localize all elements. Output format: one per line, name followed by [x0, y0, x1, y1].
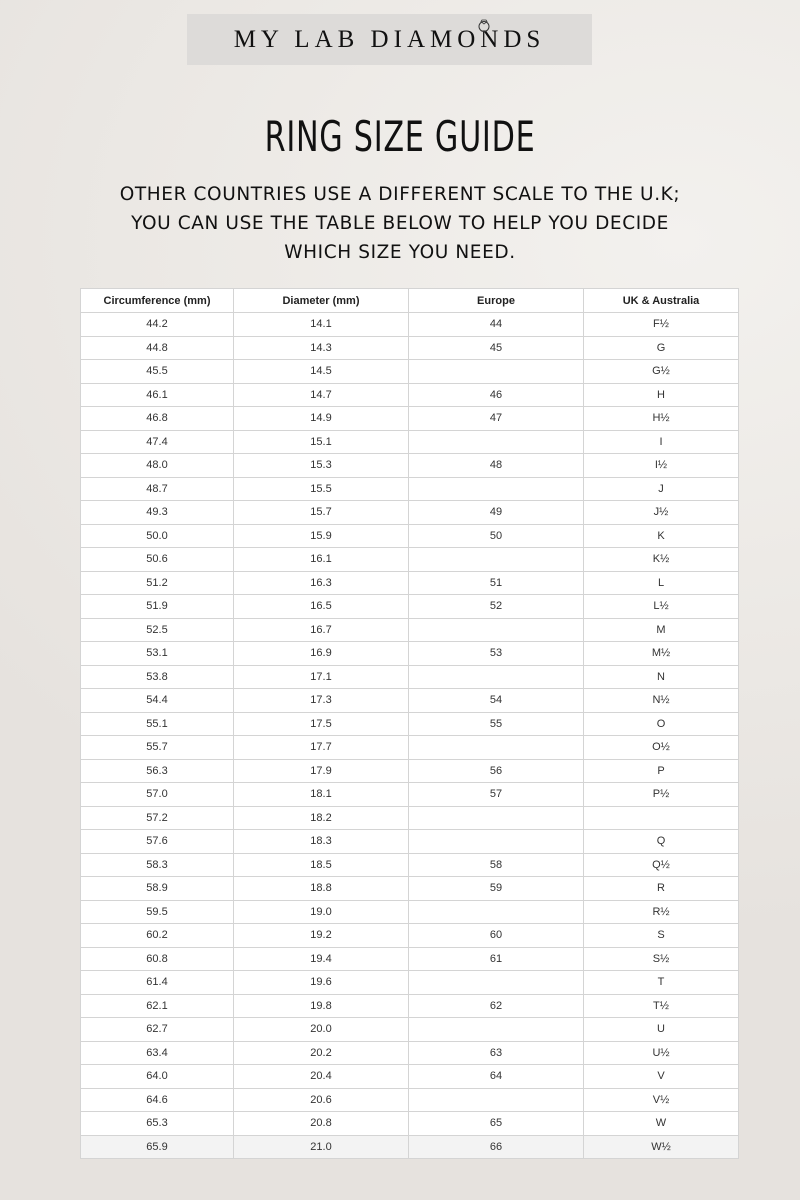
cell-uk-australia: M — [584, 618, 739, 642]
cell-circumference: 57.0 — [81, 783, 234, 807]
table-row — [81, 900, 739, 924]
cell-europe: 63 — [409, 1041, 584, 1065]
cell-uk-australia: H½ — [584, 407, 739, 431]
cell-europe — [409, 665, 584, 689]
cell-circumference: 49.3 — [81, 501, 234, 525]
cell-uk-australia: G — [584, 336, 739, 360]
cell-diameter: 14.9 — [234, 407, 409, 431]
cell-diameter: 16.5 — [234, 595, 409, 619]
cell-circumference: 55.1 — [81, 712, 234, 736]
table-row — [81, 548, 739, 572]
cell-europe: 66 — [409, 1135, 584, 1159]
cell-circumference: 61.4 — [81, 971, 234, 995]
cell-diameter: 19.0 — [234, 900, 409, 924]
table-row — [81, 1112, 739, 1136]
cell-uk-australia: V — [584, 1065, 739, 1089]
cell-diameter: 17.5 — [234, 712, 409, 736]
cell-circumference: 50.6 — [81, 548, 234, 572]
cell-diameter: 18.1 — [234, 783, 409, 807]
table-header-row — [81, 289, 739, 313]
cell-uk-australia: K — [584, 524, 739, 548]
cell-diameter: 16.9 — [234, 642, 409, 666]
cell-europe — [409, 1018, 584, 1042]
table-row — [81, 313, 739, 337]
table-row — [81, 1065, 739, 1089]
cell-circumference: 63.4 — [81, 1041, 234, 1065]
cell-europe: 64 — [409, 1065, 584, 1089]
cell-diameter: 17.1 — [234, 665, 409, 689]
page-subtitle: OTHER COUNTRIES USE A DIFFERENT SCALE TO THE U.K; YOU CAN USE THE TABLE BELOW TO HELP YOU DECIDE WHICH SIZE YOU NEED. — [119, 184, 681, 263]
table-row — [81, 689, 739, 713]
header-diameter: Diameter (mm) — [234, 289, 409, 313]
cell-europe — [409, 360, 584, 384]
table-row — [81, 477, 739, 501]
cell-circumference: 52.5 — [81, 618, 234, 642]
cell-circumference: 48.7 — [81, 477, 234, 501]
cell-diameter: 16.7 — [234, 618, 409, 642]
cell-uk-australia: R — [584, 877, 739, 901]
table-row — [81, 336, 739, 360]
cell-circumference: 64.6 — [81, 1088, 234, 1112]
cell-europe — [409, 971, 584, 995]
cell-diameter: 17.7 — [234, 736, 409, 760]
ring-size-table-container — [80, 288, 738, 1158]
cell-circumference: 54.4 — [81, 689, 234, 713]
cell-uk-australia: T½ — [584, 994, 739, 1018]
cell-diameter: 15.1 — [234, 430, 409, 454]
cell-uk-australia: U½ — [584, 1041, 739, 1065]
cell-circumference: 58.3 — [81, 853, 234, 877]
brand-name: MY LAB DIAMONDS — [233, 25, 546, 53]
cell-uk-australia: G½ — [584, 360, 739, 384]
cell-uk-australia: P½ — [584, 783, 739, 807]
cell-circumference: 65.9 — [81, 1135, 234, 1159]
cell-diameter: 14.7 — [234, 383, 409, 407]
table-row — [81, 924, 739, 948]
cell-diameter: 18.8 — [234, 877, 409, 901]
cell-uk-australia: H — [584, 383, 739, 407]
cell-diameter: 20.0 — [234, 1018, 409, 1042]
table-row — [81, 665, 739, 689]
cell-uk-australia: J½ — [584, 501, 739, 525]
cell-circumference: 56.3 — [81, 759, 234, 783]
table-row — [81, 1135, 739, 1159]
cell-uk-australia: N½ — [584, 689, 739, 713]
cell-circumference: 51.9 — [81, 595, 234, 619]
table-row — [81, 524, 739, 548]
cell-uk-australia: Q — [584, 830, 739, 854]
table-row — [81, 712, 739, 736]
cell-diameter: 15.5 — [234, 477, 409, 501]
cell-circumference: 57.2 — [81, 806, 234, 830]
cell-diameter: 19.8 — [234, 994, 409, 1018]
cell-uk-australia: F½ — [584, 313, 739, 337]
cell-circumference: 45.5 — [81, 360, 234, 384]
cell-uk-australia: I½ — [584, 454, 739, 478]
ring-size-table — [80, 288, 739, 1159]
cell-europe: 65 — [409, 1112, 584, 1136]
cell-europe: 54 — [409, 689, 584, 713]
cell-circumference: 64.0 — [81, 1065, 234, 1089]
cell-uk-australia: L — [584, 571, 739, 595]
cell-uk-australia: M½ — [584, 642, 739, 666]
cell-circumference: 48.0 — [81, 454, 234, 478]
table-row — [81, 1018, 739, 1042]
cell-diameter: 19.6 — [234, 971, 409, 995]
cell-diameter: 19.4 — [234, 947, 409, 971]
table-row — [81, 571, 739, 595]
cell-circumference: 44.8 — [81, 336, 234, 360]
cell-europe — [409, 736, 584, 760]
cell-diameter: 20.4 — [234, 1065, 409, 1089]
table-row — [81, 877, 739, 901]
cell-uk-australia: W½ — [584, 1135, 739, 1159]
cell-europe: 44 — [409, 313, 584, 337]
cell-circumference: 47.4 — [81, 430, 234, 454]
cell-circumference: 60.2 — [81, 924, 234, 948]
header-uk-australia: UK & Australia — [584, 289, 739, 313]
cell-circumference: 50.0 — [81, 524, 234, 548]
table-row — [81, 360, 739, 384]
cell-diameter: 14.1 — [234, 313, 409, 337]
cell-uk-australia: P — [584, 759, 739, 783]
cell-circumference: 60.8 — [81, 947, 234, 971]
cell-europe — [409, 477, 584, 501]
table-row — [81, 501, 739, 525]
cell-europe: 61 — [409, 947, 584, 971]
table-row — [81, 454, 739, 478]
cell-diameter: 18.5 — [234, 853, 409, 877]
table-row — [81, 783, 739, 807]
table-row — [81, 830, 739, 854]
cell-europe: 60 — [409, 924, 584, 948]
cell-europe: 56 — [409, 759, 584, 783]
table-row — [81, 1088, 739, 1112]
cell-diameter: 17.9 — [234, 759, 409, 783]
diamond-ring-icon — [476, 17, 492, 33]
cell-europe: 55 — [409, 712, 584, 736]
cell-europe: 48 — [409, 454, 584, 478]
header-circumference: Circumference (mm) — [81, 289, 234, 313]
cell-diameter: 18.2 — [234, 806, 409, 830]
cell-europe: 51 — [409, 571, 584, 595]
cell-diameter: 17.3 — [234, 689, 409, 713]
cell-uk-australia: W — [584, 1112, 739, 1136]
table-row — [81, 595, 739, 619]
table-row — [81, 1041, 739, 1065]
cell-diameter: 14.5 — [234, 360, 409, 384]
cell-diameter: 16.1 — [234, 548, 409, 572]
cell-uk-australia: T — [584, 971, 739, 995]
cell-diameter: 15.7 — [234, 501, 409, 525]
cell-europe — [409, 1088, 584, 1112]
cell-europe — [409, 806, 584, 830]
cell-diameter: 20.8 — [234, 1112, 409, 1136]
cell-uk-australia: O — [584, 712, 739, 736]
table-row — [81, 736, 739, 760]
cell-diameter: 21.0 — [234, 1135, 409, 1159]
cell-diameter: 15.3 — [234, 454, 409, 478]
cell-uk-australia: N — [584, 665, 739, 689]
cell-circumference: 59.5 — [81, 900, 234, 924]
cell-europe: 53 — [409, 642, 584, 666]
cell-circumference: 65.3 — [81, 1112, 234, 1136]
cell-uk-australia: V½ — [584, 1088, 739, 1112]
cell-diameter: 16.3 — [234, 571, 409, 595]
table-row — [81, 806, 739, 830]
cell-uk-australia: J — [584, 477, 739, 501]
header-europe: Europe — [409, 289, 584, 313]
cell-circumference: 57.6 — [81, 830, 234, 854]
cell-uk-australia: U — [584, 1018, 739, 1042]
cell-circumference: 44.2 — [81, 313, 234, 337]
cell-circumference: 53.8 — [81, 665, 234, 689]
cell-uk-australia: I — [584, 430, 739, 454]
table-row — [81, 618, 739, 642]
cell-circumference: 46.1 — [81, 383, 234, 407]
table-row — [81, 407, 739, 431]
cell-europe: 59 — [409, 877, 584, 901]
cell-circumference: 62.7 — [81, 1018, 234, 1042]
cell-circumference: 58.9 — [81, 877, 234, 901]
cell-circumference: 51.2 — [81, 571, 234, 595]
cell-europe — [409, 548, 584, 572]
cell-europe — [409, 618, 584, 642]
cell-europe: 58 — [409, 853, 584, 877]
table-row — [81, 642, 739, 666]
cell-uk-australia: K½ — [584, 548, 739, 572]
table-row — [81, 759, 739, 783]
cell-diameter: 14.3 — [234, 336, 409, 360]
cell-europe: 50 — [409, 524, 584, 548]
cell-europe: 45 — [409, 336, 584, 360]
cell-circumference: 55.7 — [81, 736, 234, 760]
cell-uk-australia: O½ — [584, 736, 739, 760]
cell-europe: 49 — [409, 501, 584, 525]
cell-uk-australia: Q½ — [584, 853, 739, 877]
cell-europe: 47 — [409, 407, 584, 431]
cell-europe: 46 — [409, 383, 584, 407]
cell-uk-australia: S — [584, 924, 739, 948]
table-body — [81, 313, 739, 1159]
table-row — [81, 430, 739, 454]
table-row — [81, 947, 739, 971]
cell-diameter: 20.6 — [234, 1088, 409, 1112]
table-row — [81, 971, 739, 995]
cell-diameter: 20.2 — [234, 1041, 409, 1065]
table-row — [81, 994, 739, 1018]
cell-circumference: 53.1 — [81, 642, 234, 666]
cell-diameter: 19.2 — [234, 924, 409, 948]
cell-europe — [409, 900, 584, 924]
cell-diameter: 18.3 — [234, 830, 409, 854]
cell-europe — [409, 830, 584, 854]
cell-uk-australia: R½ — [584, 900, 739, 924]
cell-europe: 57 — [409, 783, 584, 807]
table-row — [81, 383, 739, 407]
cell-uk-australia: S½ — [584, 947, 739, 971]
brand-logo — [187, 14, 592, 65]
cell-europe: 62 — [409, 994, 584, 1018]
cell-uk-australia — [584, 806, 739, 830]
cell-circumference: 46.8 — [81, 407, 234, 431]
cell-europe — [409, 430, 584, 454]
cell-diameter: 15.9 — [234, 524, 409, 548]
table-row — [81, 853, 739, 877]
page-title: RING SIZE GUIDE — [264, 112, 536, 161]
cell-europe: 52 — [409, 595, 584, 619]
cell-circumference: 62.1 — [81, 994, 234, 1018]
cell-uk-australia: L½ — [584, 595, 739, 619]
